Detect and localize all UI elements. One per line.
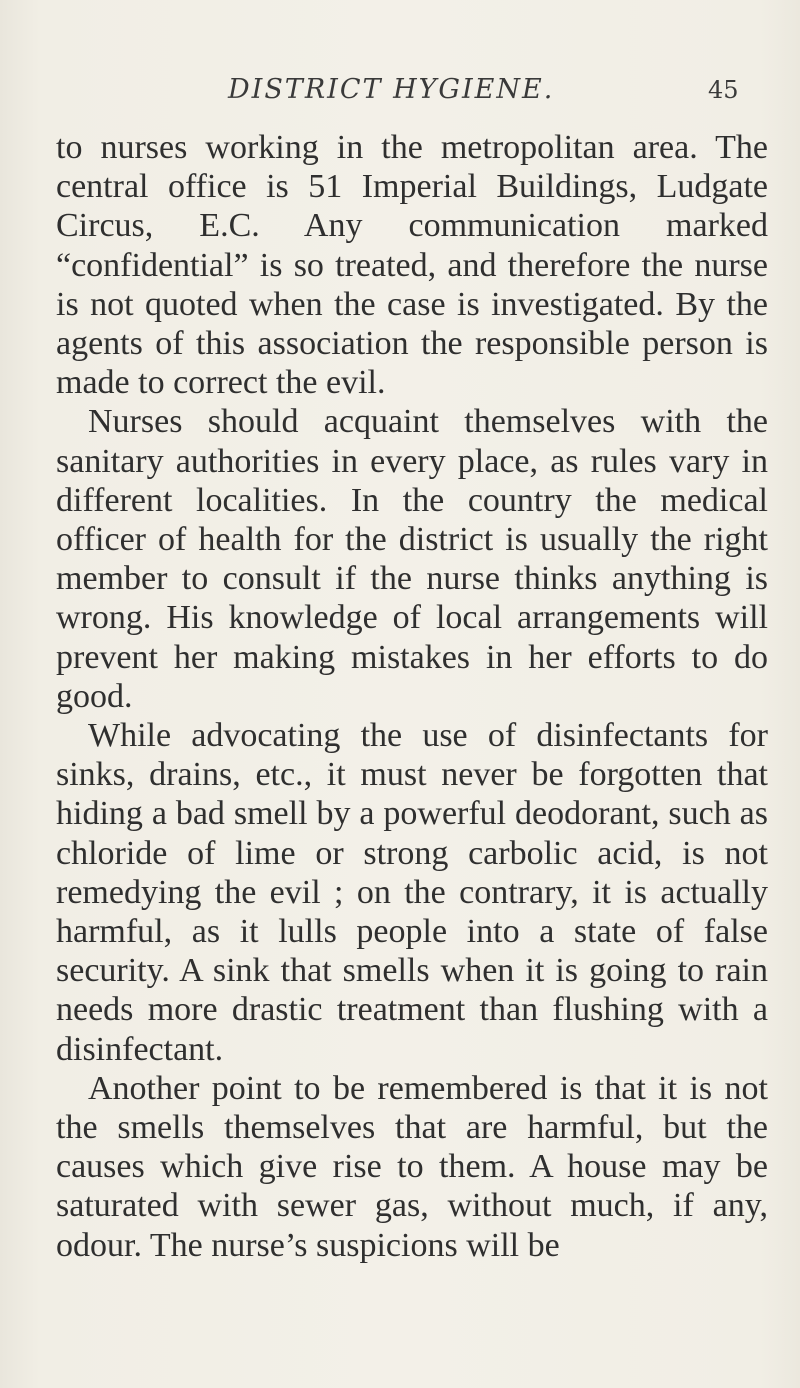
- running-head: [0, 74, 800, 114]
- paragraph-smells-causes: Another point to be remembered is that it is not the smells themselves that are harmful, but the causes which give rise to them. A house may be saturated with sewer gas, without much, if any, odour. The nurse’s suspicions will be: [56, 1069, 768, 1264]
- paragraph-sanitary-authorities: Nurses should acquaint themselves with the sanitary authorities in every place, as rules vary in different localities. In the country the medical officer of health for the district is usually the right member to consult if the nurse thinks anything is wrong. His knowledge of local arrangements will prevent her making mistakes in her efforts to do good.: [56, 403, 768, 715]
- paragraph-continuation: to nurses working in the metropolitan area. The central office is 51 Imperial Buildings, Ludgate Circus, E.C. Any communication marked “confidential” is so treated, and therefore the nurse is not quoted when the case is investigated. By the agents of this association the responsible person is made to correct the evil.: [56, 129, 768, 402]
- running-head-title: DISTRICT HYGIENE.: [228, 74, 555, 105]
- page-number: 45: [708, 76, 739, 104]
- body-text: [56, 128, 768, 1265]
- paragraph-disinfectants: While advocating the use of disinfectants for sinks, drains, etc., it must never be forgotten that hiding a bad smell by a powerful deodorant, such as chloride of lime or strong carbolic acid, is not remedying the evil ; on the contrary, it is actually harmful, as it lulls people into a state of false security. A sink that smells when it is going to rain needs more drastic treatment than flushing with a disinfectant.: [56, 717, 768, 1068]
